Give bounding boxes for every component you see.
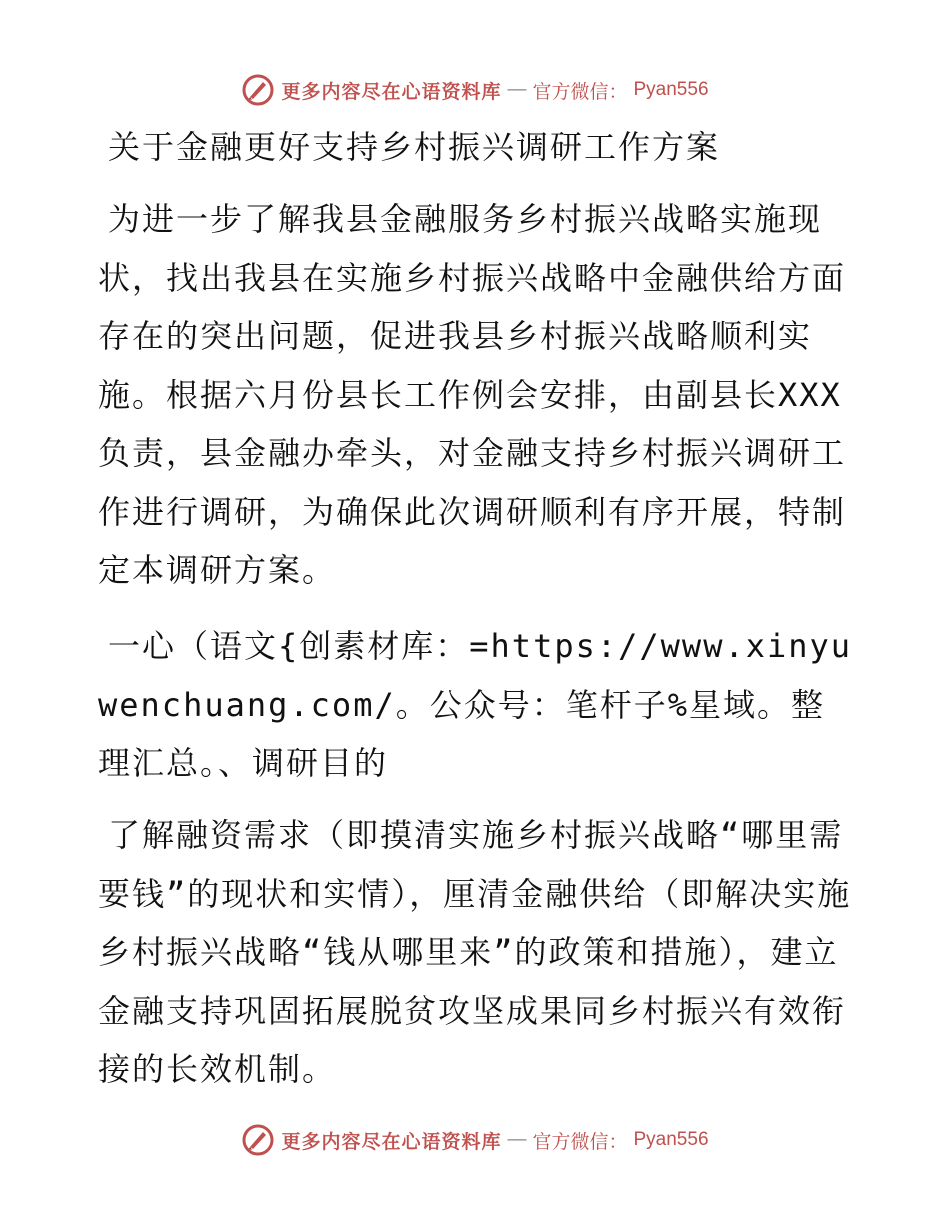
brush-circle-icon — [241, 73, 275, 107]
footer-banner — [0, 1120, 950, 1160]
banner-main-text: 更多内容尽在心语资料库 — [281, 80, 502, 103]
brush-circle-icon — [241, 1123, 275, 1157]
banner-sub-text: 官方微信： — [532, 80, 628, 103]
banner-content — [241, 73, 708, 107]
banner-main-text: 更多内容尽在心语资料库 — [281, 1130, 502, 1153]
banner-dash: — — [507, 1129, 527, 1150]
document-title: 关于金融更好支持乡村振兴调研工作方案 — [108, 128, 721, 166]
paragraph-section-heading: 一心（语文{创素材库：=https://www.xinyuwenchuang.com/。公众号：笔杆子%星域。整理汇总。、调研目的 — [98, 627, 853, 782]
banner-content — [241, 1123, 708, 1157]
paragraph-intro: 为进一步了解我县金融服务乡村振兴战略实施现状，找出我县在实施乡村振兴战略中金融供给方面存在的突出问题，促进我县乡村振兴战略顺利实施。根据六月份县长工作例会安排，由副县长XXX负责，县金融办牵头，对金融支持乡村振兴调研工作进行调研，为确保此次调研顺利有序开展，特制定本调研方案。 — [98, 200, 847, 589]
banner-dash: — — [507, 79, 527, 100]
banner-sub-text: 官方微信： — [532, 1130, 628, 1153]
banner-wechat-id: Pyan556 — [633, 79, 709, 100]
paragraph-purpose: 了解融资需求（即摸清实施乡村振兴战略“哪里需要钱”的现状和实情），厘清金融供给（即解决实施乡村振兴战略“钱从哪里来”的政策和措施），建立金融支持巩固拓展脱贫攻坚成果同乡村振兴有效衔接的长效机制。 — [98, 816, 852, 1088]
banner-wechat-id: Pyan556 — [633, 1129, 709, 1150]
header-banner — [0, 70, 950, 110]
